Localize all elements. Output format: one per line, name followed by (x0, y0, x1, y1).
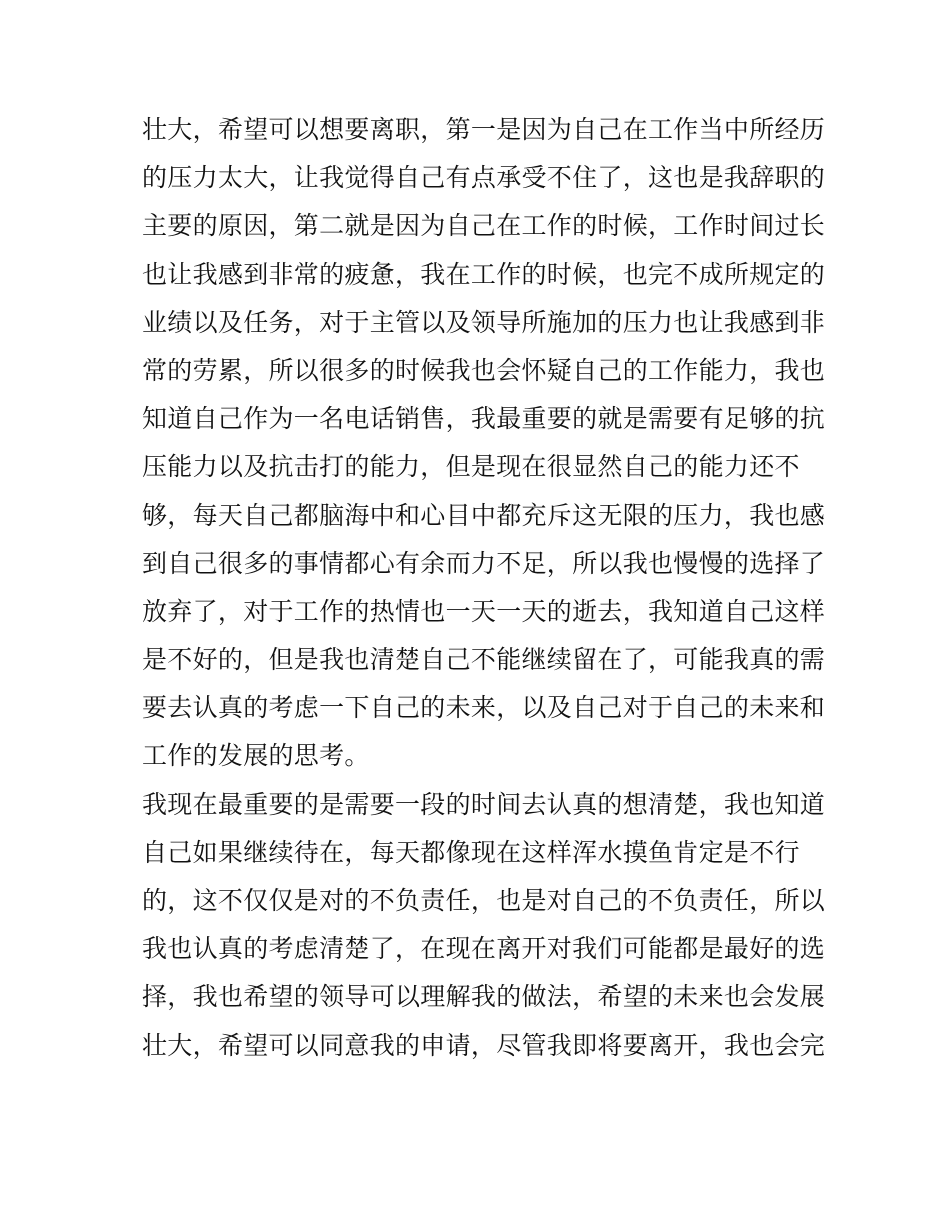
text-line: 自己如果继续待在，每天都像现在这样浑水摸鱼肯定是不行 (142, 837, 800, 867)
body-text (142, 106, 826, 1070)
text-line: 是不好的，但是我也清楚自己不能继续留在了，可能我真的需 (142, 645, 826, 675)
text-line: 主要的原因，第二就是因为自己在工作的时候，工作时间过长 (142, 211, 826, 241)
text-line: 知道自己作为一名电话销售，我最重要的就是需要有足够的抗 (142, 404, 826, 434)
text-line: 放弃了，对于工作的热情也一天一天的逝去，我知道自己这样 (142, 596, 826, 626)
text-line: 够，每天自己都脑海中和心目中都充斥这无限的压力，我也感 (142, 500, 826, 530)
text-line: 工作的发展的思考。 (142, 741, 370, 771)
text-line: 常的劳累，所以很多的时候我也会怀疑自己的工作能力，我也 (142, 355, 826, 385)
text-line: 择，我也希望的领导可以理解我的做法，希望的未来也会发展 (142, 982, 826, 1012)
text-line: 到自己很多的事情都心有余而力不足，所以我也慢慢的选择了 (142, 548, 826, 578)
text-line: 的压力太大，让我觉得自己有点承受不住了，这也是我辞职的 (142, 163, 826, 193)
text-line: 壮大，希望可以想要离职，第一是因为自己在工作当中所经历 (142, 115, 826, 144)
text-line: 我也认真的考虑清楚了，在现在离开对我们可能都是最好的选 (142, 934, 826, 964)
text-line: 也让我感到非常的疲惫，我在工作的时候，也完不成所规定的 (142, 259, 826, 289)
text-line: 业绩以及任务，对于主管以及领导所施加的压力也让我感到非 (142, 307, 826, 337)
text-line: 要去认真的考虑一下自己的未来，以及自己对于自己的未来和 (142, 693, 826, 723)
text-line: 压能力以及抗击打的能力，但是现在很显然自己的能力还不 (142, 452, 800, 482)
text-line: 我现在最重要的是需要一段的时间去认真的想清楚，我也知道 (142, 789, 826, 819)
text-line: 壮大，希望可以同意我的申请，尽管我即将要离开，我也会完 (142, 1030, 826, 1060)
text-line: 的，这不仅仅是对的不负责任，也是对自己的不负责任，所以 (142, 886, 826, 915)
